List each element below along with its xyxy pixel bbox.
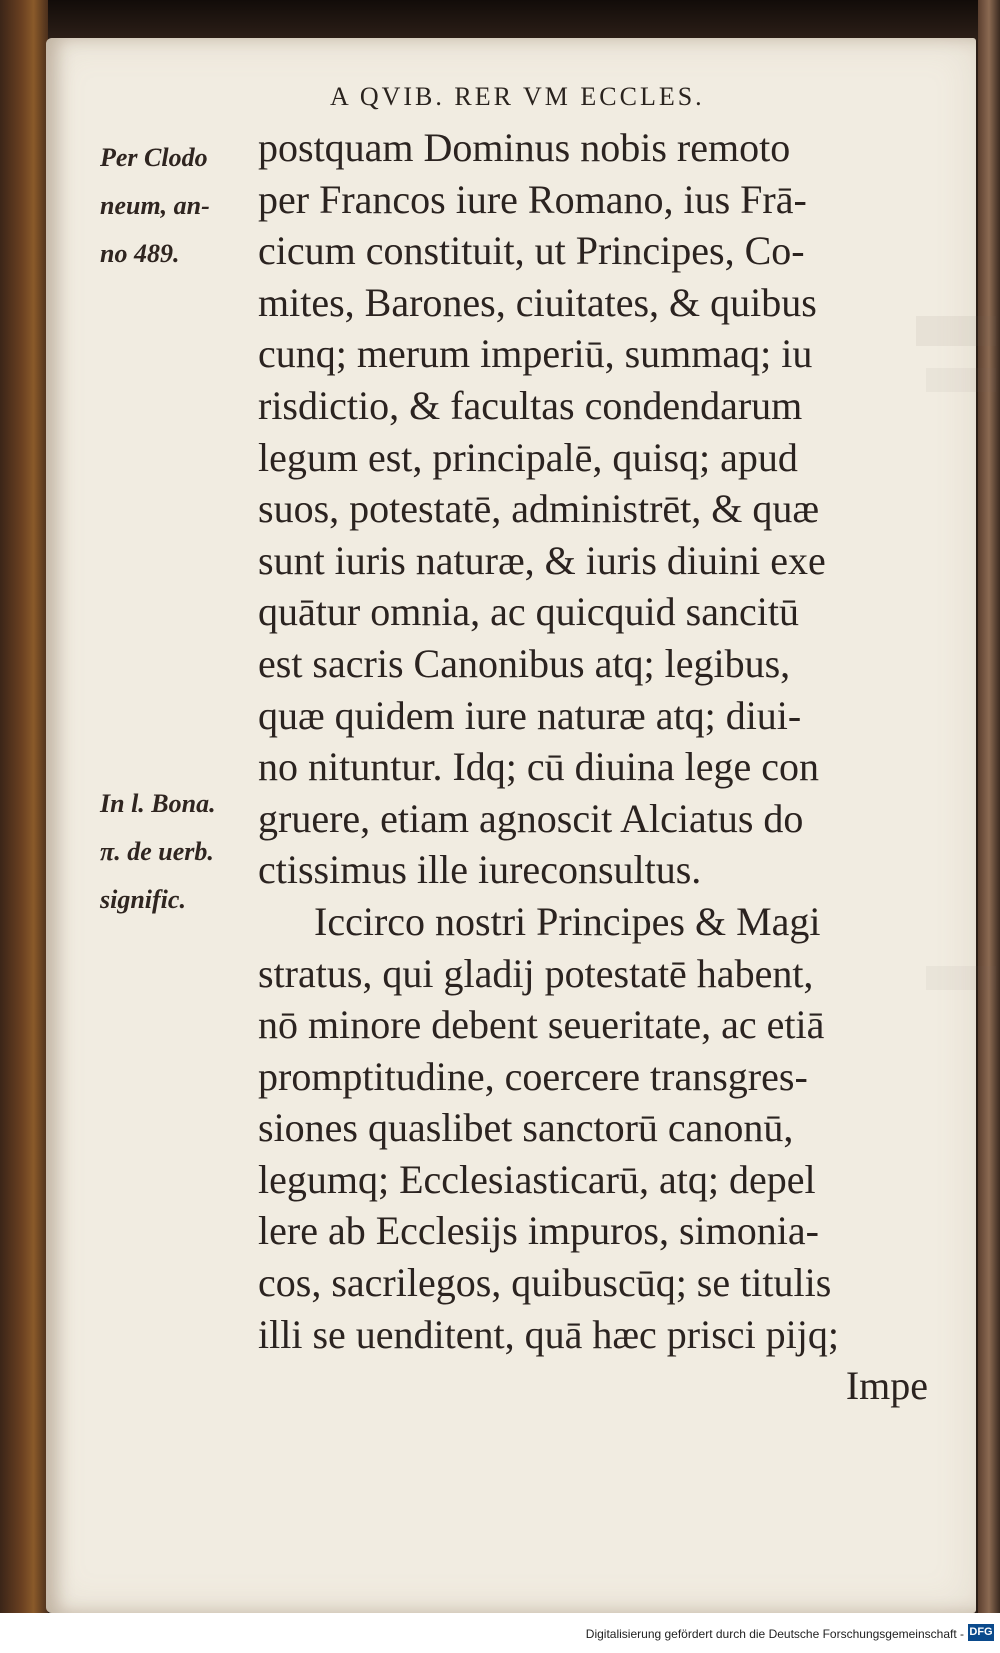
dfg-logo-icon: DFG <box>968 1624 994 1641</box>
text-line: postquam Dominus nobis remoto <box>258 125 791 170</box>
margin-note-line: neum, an- <box>100 191 210 220</box>
text-line: promptitudine, coercere transgres- <box>258 1053 808 1099</box>
text-line: legum est, principalē, quisq; apud <box>258 434 798 480</box>
text-line: quātur omnia, ac quicquid sancitū <box>258 589 799 635</box>
margin-note-clodoveum <box>100 134 270 278</box>
margin-note-line: π. de uerb. <box>100 837 214 866</box>
text-line: est sacris Canonibus atq; legibus, <box>258 640 791 686</box>
text-line: risdictio, & facultas condendarum <box>258 382 803 428</box>
book-binding-right <box>978 0 1000 1653</box>
margin-note-line: signific. <box>100 885 186 914</box>
text-line: ctissimus ille iureconsultus. <box>258 847 702 893</box>
text-line: illi se uenditent, quā hæc prisci pijq; <box>258 1311 840 1357</box>
footer-bar <box>0 1613 1000 1653</box>
book-binding-left <box>0 0 48 1653</box>
text-line: no nituntur. Idq; cū diuina lege con <box>258 744 819 790</box>
text-line: cicum constituit, ut Principes, Co- <box>258 228 805 274</box>
text-line: cos, sacrilegos, quibuscūq; se titulis <box>258 1260 832 1306</box>
margin-note-citation <box>100 780 270 924</box>
text-line: mites, Barones, ciuitates, & quibus <box>258 279 817 325</box>
running-head: A QVIB. RER VM ECCLES. <box>330 82 705 111</box>
text-line: per Francos iure Romano, ius Frā- <box>258 176 807 222</box>
digitization-credit: Digitalisierung gefördert durch die Deutsche Forschungsgemeinschaft - <box>585 1627 964 1641</box>
catchword: Impe <box>845 1363 928 1409</box>
paragraph-start-line: Iccirco nostri Principes & Magi <box>314 898 821 944</box>
margin-note-line: In l. Bona. <box>100 789 216 818</box>
text-line: stratus, qui gladij potestatē habent, <box>258 950 814 996</box>
margin-note-line: Per Clodo <box>100 143 208 172</box>
text-line: nō minore debent seueritate, ac etiā <box>258 1002 825 1048</box>
text-line: lere ab Ecclesijs impuros, simonia- <box>258 1208 819 1254</box>
text-line: gruere, etiam agnoscit Alciatus do <box>258 795 804 841</box>
text-line: cunq; merum imperiū, summaq; iu <box>258 331 813 377</box>
text-line: sunt iuris naturæ, & iuris diuini exe <box>258 537 826 583</box>
scan-top-edge <box>0 0 1000 38</box>
text-line: siones quaslibet sanctorū canonū, <box>258 1105 794 1151</box>
main-text-block <box>258 122 948 1412</box>
margin-note-line: no 489. <box>100 239 180 268</box>
text-line: legumq; Ecclesiasticarū, atq; depel <box>258 1156 816 1202</box>
text-line: quæ quidem iure naturæ atq; diui- <box>258 692 802 738</box>
text-line: suos, potestatē, administrēt, & quæ <box>258 486 820 532</box>
